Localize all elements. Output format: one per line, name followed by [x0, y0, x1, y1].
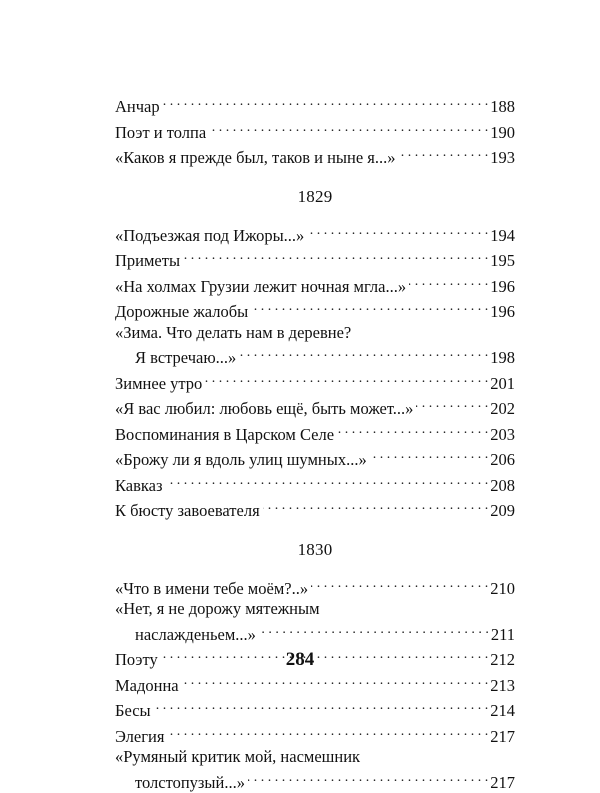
- entry-title: Анчар: [115, 97, 160, 118]
- entry-page-number: 217: [490, 727, 515, 748]
- year-heading: 1829: [115, 187, 515, 207]
- dot-leader: [209, 118, 488, 138]
- dot-leader: [205, 369, 488, 389]
- dot-leader: [409, 272, 488, 292]
- dot-leader: [259, 620, 489, 640]
- entry-page-number: 211: [491, 625, 515, 646]
- entry-title: Я встречаю...»: [115, 348, 236, 369]
- entry-page-number: 195: [490, 251, 515, 272]
- toc-entry: [115, 420, 515, 446]
- entry-page-number: 208: [490, 476, 515, 497]
- entry-title: «На холмах Грузии лежит ночная мгла...»: [115, 277, 406, 298]
- toc-entry: [115, 394, 515, 420]
- entry-page-number: 201: [490, 374, 515, 395]
- entry-page-number: 202: [490, 399, 515, 420]
- year-heading: 1830: [115, 540, 515, 560]
- toc-entry: [115, 221, 515, 247]
- dot-leader: [163, 92, 489, 112]
- entry-title: наслажденьем...»: [115, 625, 256, 646]
- dot-leader: [337, 420, 488, 440]
- toc-entry: [115, 671, 515, 697]
- entry-page-number: 190: [490, 123, 515, 144]
- entry-page-number: 210: [490, 579, 515, 600]
- dot-leader: [248, 768, 488, 788]
- entry-page-number: 206: [490, 450, 515, 471]
- entry-title: Зимнее утро: [115, 374, 202, 395]
- entry-page-number: 214: [490, 701, 515, 722]
- dot-leader: [166, 471, 489, 491]
- entry-title: Дорожные жалобы: [115, 302, 248, 323]
- dot-leader: [370, 445, 489, 465]
- entry-title: К бюсту завоевателя: [115, 501, 260, 522]
- entry-title: Воспоминания в Царском Селе: [115, 425, 334, 446]
- table-of-contents: [115, 92, 515, 793]
- dot-leader: [398, 143, 488, 163]
- toc-section: [115, 92, 515, 169]
- entry-title: Бесы: [115, 701, 151, 722]
- entry-title: толстопузый...»: [115, 773, 245, 793]
- entry-title: Приметы: [115, 251, 180, 272]
- entry-page-number: 193: [490, 148, 515, 169]
- entry-page-number: 196: [490, 302, 515, 323]
- toc-entry: [115, 445, 515, 471]
- entry-title: «Каков я прежде был, таков и ныне я...»: [115, 148, 395, 169]
- entry-page-number: 196: [490, 277, 515, 298]
- dot-leader: [183, 246, 488, 266]
- toc-entry: [115, 471, 515, 497]
- toc-entry: [115, 574, 515, 600]
- entry-title: «Я вас любил: любовь ещё, быть может...»: [115, 399, 413, 420]
- toc-entry: [115, 297, 515, 323]
- toc-entry: [115, 272, 515, 298]
- entry-title-line: «Нет, я не дорожу мятежным: [115, 599, 515, 620]
- entry-title: «Подъезжая под Ижоры...»: [115, 226, 304, 247]
- dot-leader: [307, 221, 488, 241]
- entry-page-number: 212: [490, 650, 515, 671]
- entry-page-number: 203: [490, 425, 515, 446]
- entry-title: «Что в имени тебе моём?..»: [115, 579, 308, 600]
- dot-leader: [154, 696, 489, 716]
- entry-title-line: «Зима. Что делать нам в деревне?: [115, 323, 515, 344]
- entry-page-number: 194: [490, 226, 515, 247]
- toc-entry: [115, 496, 515, 522]
- entry-title: Поэт и толпа: [115, 123, 206, 144]
- page-number: 284: [0, 649, 600, 671]
- entry-title: Поэту: [115, 650, 158, 671]
- toc-entry: [115, 323, 515, 369]
- entry-title: Кавказ: [115, 476, 163, 497]
- entry-title-line: «Румяный критик мой, насмешник: [115, 747, 515, 768]
- entry-title: Мадонна: [115, 676, 179, 697]
- toc-entry: [115, 246, 515, 272]
- toc-entry: [115, 696, 515, 722]
- dot-leader: [251, 297, 488, 317]
- entry-page-number: 217: [490, 773, 515, 793]
- entry-page-number: 188: [490, 97, 515, 118]
- entry-page-number: 209: [490, 501, 515, 522]
- toc-entry: [115, 369, 515, 395]
- entry-title: Элегия: [115, 727, 164, 748]
- toc-entry: [115, 118, 515, 144]
- toc-entry: [115, 722, 515, 748]
- toc-entry: [115, 92, 515, 118]
- dot-leader: [416, 394, 488, 414]
- dot-leader: [239, 343, 488, 363]
- dot-leader: [167, 722, 488, 742]
- toc-section: [115, 187, 515, 522]
- toc-entry: [115, 747, 515, 793]
- entry-page-number: 213: [490, 676, 515, 697]
- entry-title: «Брожу ли я вдоль улиц шумных...»: [115, 450, 367, 471]
- dot-leader: [263, 496, 489, 516]
- toc-entry: [115, 599, 515, 645]
- dot-leader: [311, 574, 488, 594]
- toc-entry: [115, 143, 515, 169]
- dot-leader: [182, 671, 489, 691]
- entry-page-number: 198: [490, 348, 515, 369]
